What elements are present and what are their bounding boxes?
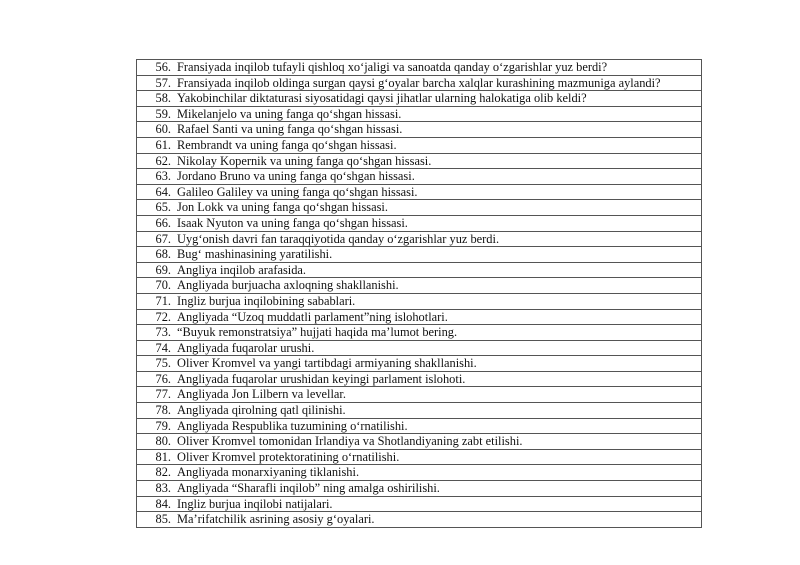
question-table — [136, 59, 702, 528]
table-row — [137, 91, 701, 107]
row-number: 79. — [155, 418, 171, 433]
table-row — [137, 216, 701, 232]
row-number: 83. — [155, 481, 171, 496]
row-question: Rafael Santi va uning fanga qo‘shgan hissasi. — [177, 122, 403, 137]
table-row — [137, 481, 701, 497]
row-number: 61. — [155, 137, 171, 152]
row-number: 72. — [155, 309, 171, 324]
table-row — [137, 419, 701, 435]
table-row — [137, 434, 701, 450]
table-row — [137, 232, 701, 248]
row-question: Galileo Galiley va uning fanga qo‘shgan hissasi. — [177, 184, 418, 199]
table-row — [137, 294, 701, 310]
row-question: Angliyada burjuacha axloqning shakllanishi. — [177, 278, 399, 293]
table-row — [137, 107, 701, 123]
row-question: Ingliz burjua inqilobining sabablari. — [177, 293, 356, 308]
row-number: 82. — [155, 465, 171, 480]
row-question: Oliver Kromvel protektoratining o‘rnatilishi. — [177, 449, 400, 464]
row-number: 66. — [155, 215, 171, 230]
table-row — [137, 247, 701, 263]
row-number: 70. — [155, 278, 171, 293]
row-question: Jordano Bruno va uning fanga qo‘shgan hissasi. — [177, 169, 415, 184]
table-row — [137, 310, 701, 326]
table-row — [137, 325, 701, 341]
row-number: 75. — [155, 356, 171, 371]
row-number: 56. — [155, 60, 171, 74]
table-row — [137, 169, 701, 185]
row-question: Bug‘ mashinasining yaratilishi. — [177, 247, 333, 262]
row-question: Uyg‘onish davri fan taraqqiyotida qanday o‘zgarishlar yuz berdi. — [177, 231, 500, 246]
row-question: Oliver Kromvel tomonidan Irlandiya va Shotlandiyaning zabt etilishi. — [177, 434, 523, 449]
row-number: 67. — [155, 231, 171, 246]
row-question: Jon Lokk va uning fanga qo‘shgan hissasi. — [177, 200, 388, 215]
table-row — [137, 200, 701, 216]
row-number: 62. — [155, 153, 171, 168]
row-number: 74. — [155, 340, 171, 355]
row-number: 69. — [155, 262, 171, 277]
table-row — [137, 497, 701, 513]
row-number: 59. — [155, 106, 171, 121]
row-question: Angliyada monarxiyaning tiklanishi. — [177, 465, 360, 480]
table-row — [137, 512, 701, 528]
row-question: Isaak Nyuton va uning fanga qo‘shgan hissasi. — [177, 215, 408, 230]
row-number: 76. — [155, 371, 171, 386]
row-number: 77. — [155, 387, 171, 402]
row-question: Fransiyada inqilob oldinga surgan qaysi g‘oyalar barcha xalqlar kurashining mazmuniga aylandi? — [177, 75, 661, 90]
row-number: 68. — [155, 247, 171, 262]
table-row — [137, 387, 701, 403]
row-number: 78. — [155, 403, 171, 418]
row-number: 64. — [155, 184, 171, 199]
row-number: 80. — [155, 434, 171, 449]
table-row — [137, 263, 701, 279]
table-row — [137, 122, 701, 138]
table-row — [137, 356, 701, 372]
row-number: 73. — [155, 325, 171, 340]
row-question: Mikelanjelo va uning fanga qo‘shgan hissasi. — [177, 106, 402, 121]
row-number: 65. — [155, 200, 171, 215]
row-number: 71. — [155, 293, 171, 308]
table-row — [137, 138, 701, 154]
table-row — [137, 465, 701, 481]
table-row — [137, 450, 701, 466]
table-row — [137, 60, 701, 76]
row-question: Angliyada Respublika tuzumining o‘rnatilishi. — [177, 418, 408, 433]
table-row — [137, 76, 701, 92]
table-row — [137, 341, 701, 357]
row-number: 63. — [155, 169, 171, 184]
table-row — [137, 372, 701, 388]
row-question: Rembrandt va uning fanga qo‘shgan hissasi. — [177, 137, 397, 152]
row-question: Angliyada qirolning qatl qilinishi. — [177, 403, 346, 418]
row-question: Angliyada fuqarolar urushi. — [177, 340, 315, 355]
row-question: Fransiyada inqilob tufayli qishloq xo‘jaligi va sanoatda qanday o‘zgarishlar yuz berdi? — [177, 60, 608, 74]
row-question: Ingliz burjua inqilobi natijalari. — [177, 496, 333, 511]
row-question: Ma’rifatchilik asrining asosiy g‘oyalari. — [177, 512, 375, 527]
row-question: Angliyada fuqarolar urushidan keyingi parlament islohoti. — [177, 371, 466, 386]
table-row — [137, 185, 701, 201]
row-question: Angliyada “Sharafli inqilob” ning amalga oshirilishi. — [177, 481, 440, 496]
row-question: Nikolay Kopernik va uning fanga qo‘shgan hissasi. — [177, 153, 432, 168]
row-question: Angliyada “Uzoq muddatli parlament”ning islohotlari. — [177, 309, 448, 324]
table-row — [137, 278, 701, 294]
table-row — [137, 403, 701, 419]
row-question: Angliyada Jon Lilbern va levellar. — [177, 387, 346, 402]
row-number: 58. — [155, 91, 171, 106]
row-question: Oliver Kromvel va yangi tartibdagi armiyaning shakllanishi. — [177, 356, 477, 371]
row-number: 57. — [155, 75, 171, 90]
row-number: 84. — [155, 496, 171, 511]
row-question: “Buyuk remonstratsiya” hujjati haqida ma’lumot bering. — [177, 325, 458, 340]
row-question: Angliya inqilob arafasida. — [177, 262, 307, 277]
row-number: 81. — [155, 449, 171, 464]
table-row — [137, 154, 701, 170]
row-number: 60. — [155, 122, 171, 137]
row-question: Yakobinchilar diktaturasi siyosatidagi qaysi jihatlar ularning halokatiga olib keldi? — [177, 91, 587, 106]
row-number: 85. — [155, 512, 171, 527]
